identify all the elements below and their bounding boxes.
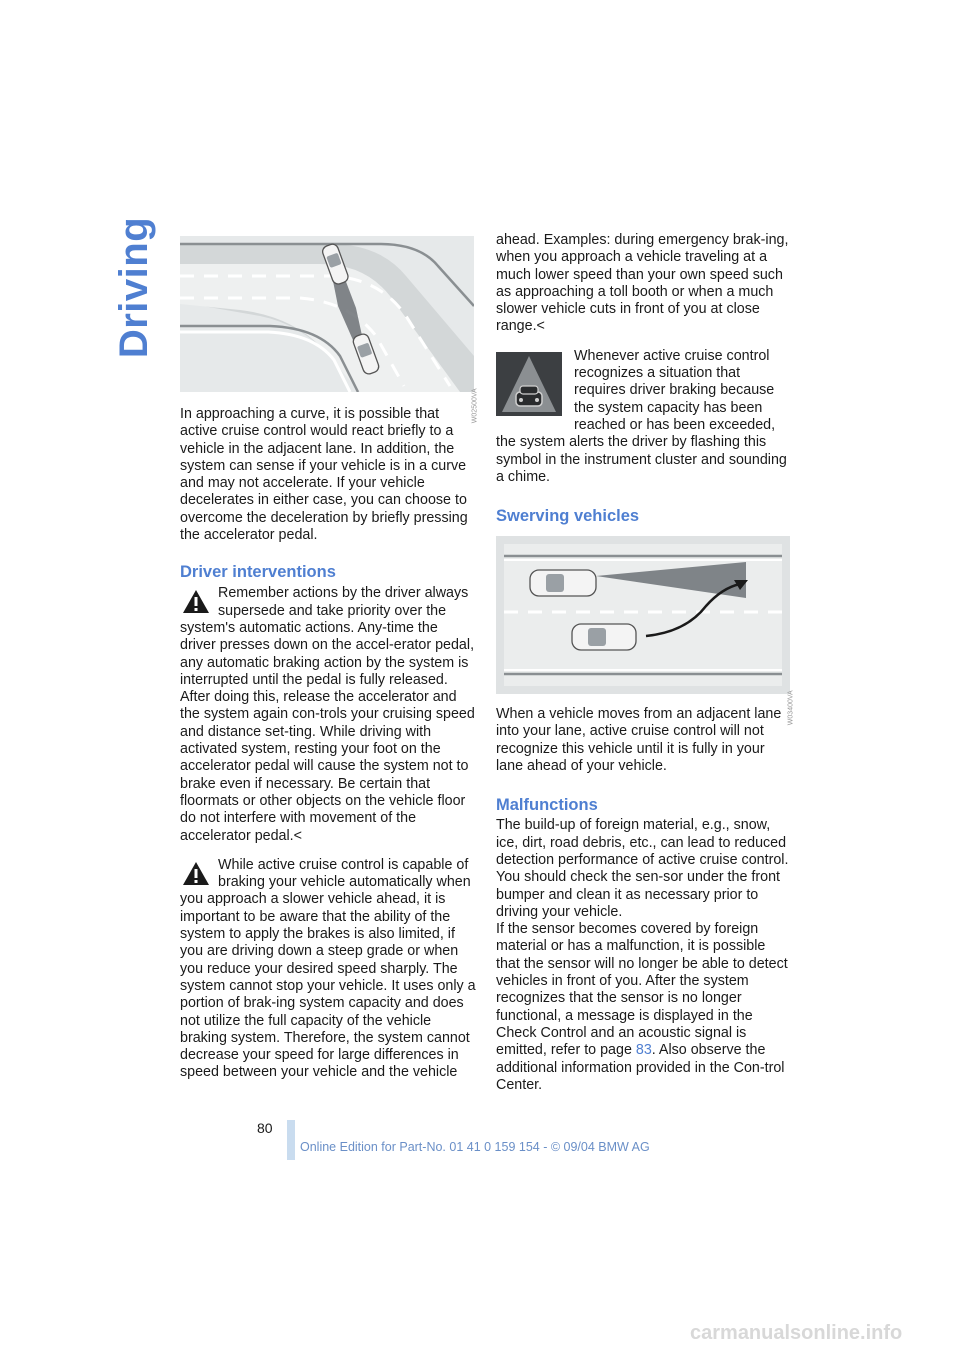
- heading-driver-interventions: Driver interventions: [180, 563, 336, 582]
- heading-swerving-vehicles: Swerving vehicles: [496, 507, 640, 526]
- malfunction-paragraph-2: [496, 921, 790, 1094]
- section-title: [112, 216, 158, 358]
- swerve-illustration: [496, 536, 795, 726]
- edition-footer: Online Edition for Part-No. 01 41 0 159 154 - © 09/04 BMW AG: [300, 1140, 650, 1154]
- driver-braking-symbol-icon: [496, 352, 562, 416]
- braking-indicator-block: [496, 348, 790, 486]
- braking-symbol-paragraph: Whenever active cruise control recognizes a situation that requires driver braking because the system capacity has been reached or has been exceeded, the system alerts the driver by flashing this symbol in the instrument cluster and sounding a chime.: [496, 347, 787, 485]
- page-number: 80: [257, 1120, 273, 1136]
- footer-bar: [287, 1120, 295, 1160]
- watermark: carmanualsonline.info: [690, 1322, 903, 1344]
- malfunction-paragraph-1: The build-up of foreign material, e.g., snow, ice, dirt, road debris, etc., can lead to reduced detection performance of active cruise control. You should check the sen-sor under the front bumper and clean it as necessary prior to driving your vehicle.: [496, 817, 789, 920]
- right-column: [496, 232, 795, 1094]
- figure-code: W02500VA: [471, 388, 479, 423]
- warning-text-2: While active cruise control is capable of braking your vehicle automatically when you approach a slower vehicle ahead, it is important to be aware that the ability of the system to apply the brakes is also limited, if you are driving down a steep grade or when you reduce your desired speed sharply. The system cannot stop your vehicle. It uses only a portion of brak-ing system capacity and does not utilize the full capacity of the vehicle braking system. Therefore, the system cannot decrease your speed for large differences in speed between your vehicle and the vehicle: [180, 856, 476, 1081]
- curve-paragraph: In approaching a curve, it is possible that active cruise control would react briefly to a vehicle in the adjacent lane. In addition, the system can sense if your vehicle is in a curve and may not accelerate. If your vehicle decelerates in either case, you can choose to overcome the deceleration by briefly pressing the accelerator pedal.: [180, 406, 468, 544]
- warning-triangle-icon: [182, 588, 210, 614]
- warning-text-1: Remember actions by the driver always supersede and take priority over the system's automatic actions. Any-time the driver presses down on the accel-erator pedal, any automatic braking action by the system is interrupted until the pedal is fully released. After doing this, release the accelerator and the system again con-trols your cruising speed and distance set-ting. While driving with activated system, resting your foot on the accelerator pedal will cause the system not to brake even if necessary. Be certain that floormats or other objects on the vehicle floor do not interfere with movement of the accelerator pedal.<: [180, 585, 475, 844]
- page-83-link[interactable]: 83: [635, 1042, 652, 1059]
- malfunction-text-b: . Also observe the additional information provided in the Con-trol Center.: [496, 1042, 785, 1093]
- continued-paragraph: ahead. Examples: during emergency brak-ing, when you approach a vehicle traveling at a much lower speed than your own speed such as approaching a toll booth or when a much slower vehicle cuts in front of you at close range.<: [496, 232, 789, 335]
- warning-block-1: [180, 585, 476, 844]
- section-title-text: Driving: [112, 216, 157, 358]
- left-column: [180, 236, 479, 1082]
- warning-triangle-icon: [182, 860, 210, 886]
- warning-block-2: [180, 857, 476, 1082]
- heading-malfunctions: Malfunctions: [496, 796, 598, 815]
- figure-code: W03400VA: [787, 690, 795, 726]
- curve-illustration: [180, 236, 479, 423]
- malfunction-text-a: If the sensor becomes covered by foreign material or has a malfunction, it is possible that the sensor will no longer be able to detect vehicles in front of you. After the system recognizes that the sensor is no longer functional, a message is displayed in the Check Control and an acoustic signal is emitted, refer to page: [496, 921, 788, 1059]
- swerve-paragraph: When a vehicle moves from an adjacent lane into your lane, active cruise control will not recognize this vehicle until it is fully in your lane ahead of your vehicle.: [496, 706, 782, 775]
